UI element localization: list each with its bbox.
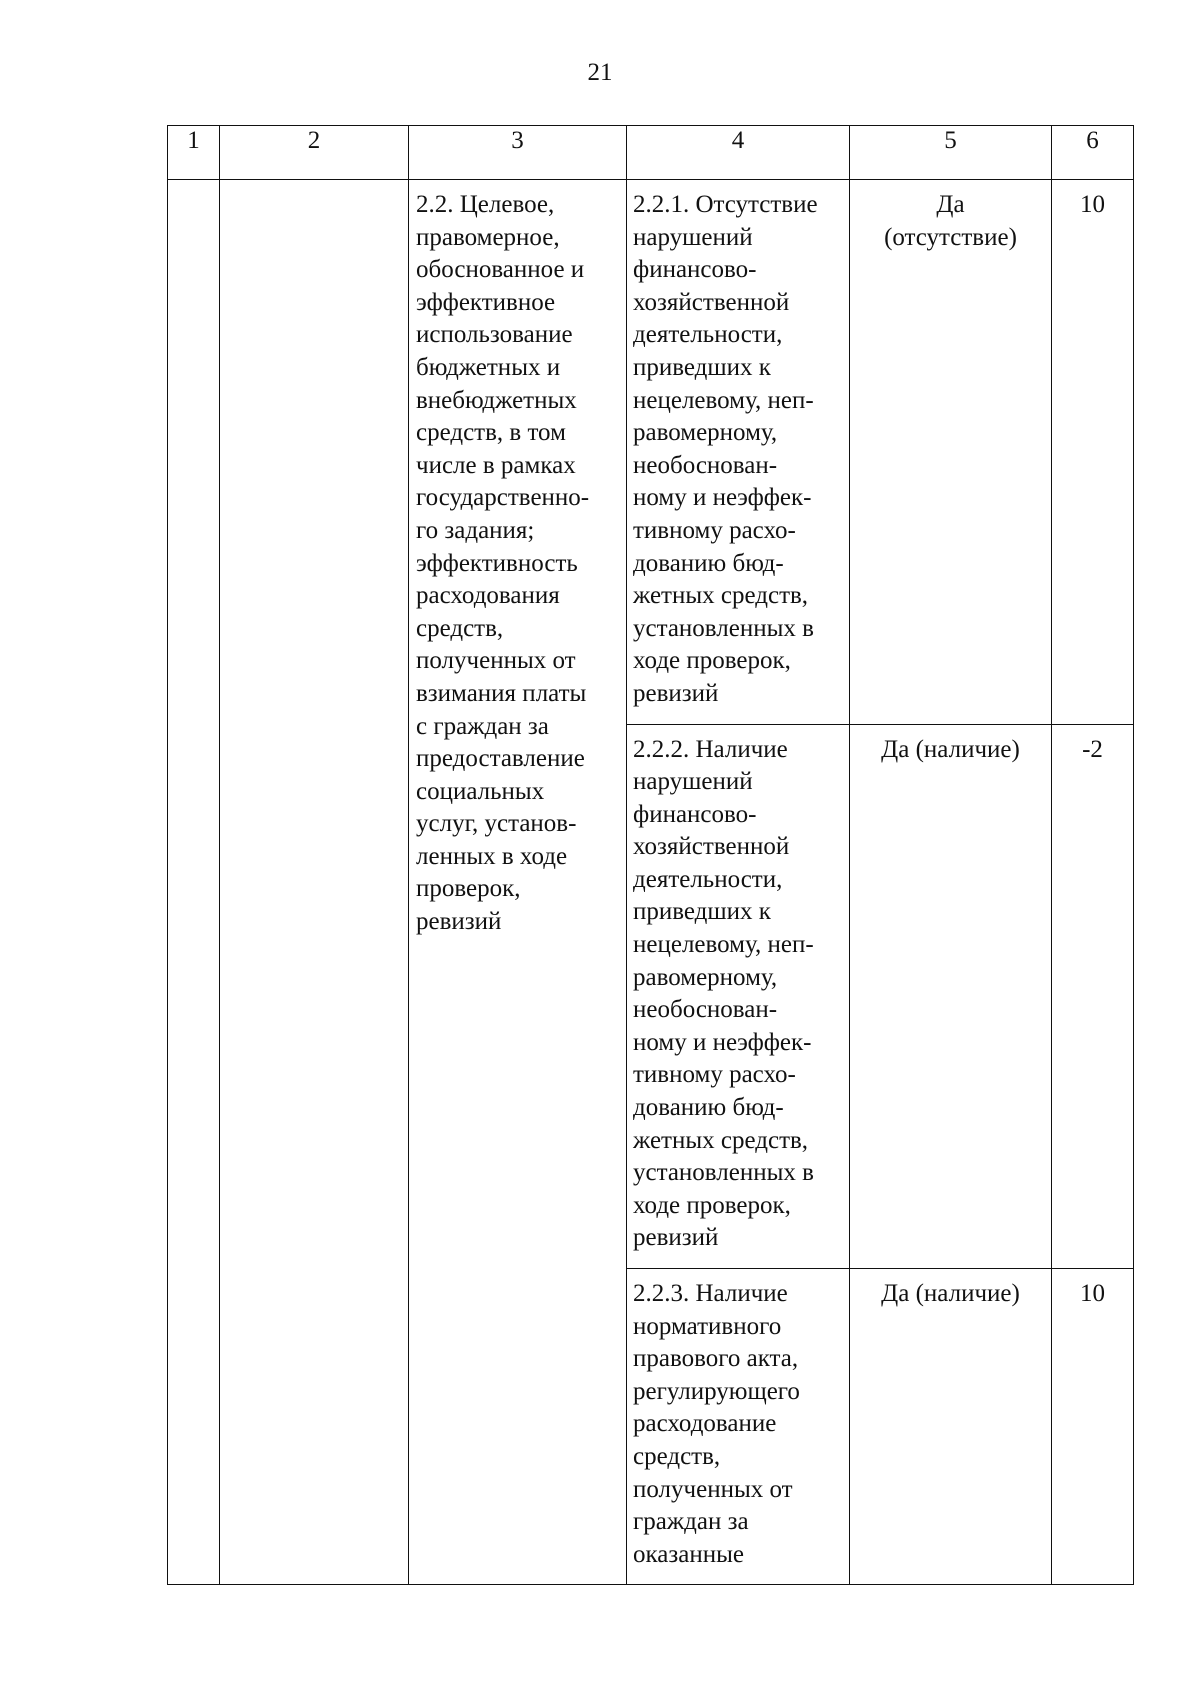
value-cell (850, 180, 1052, 725)
criteria-table (167, 125, 1134, 1585)
value-text: Да (отсутствие) (884, 191, 1017, 251)
score-text: 10 (1080, 191, 1105, 218)
criterion-cell (627, 1269, 850, 1585)
column-header-1: 1 (168, 126, 220, 180)
value-text: Да (наличие) (881, 1280, 1020, 1307)
score-cell (1052, 724, 1134, 1269)
column-header-5: 5 (850, 126, 1052, 180)
criterion-cell (627, 180, 850, 725)
column-header-4: 4 (627, 126, 850, 180)
table-row (168, 180, 1134, 725)
score-cell (1052, 1269, 1134, 1585)
criterion-text: 2.2.3. Наличие нормативного правового акта, регулирующего расходование средств, полученных от граждан за оказанные (633, 1280, 800, 1568)
page-number: 21 (587, 59, 613, 86)
indicator-cell (409, 180, 627, 1585)
group-cell-col2 (220, 180, 409, 1585)
table-header-row (168, 126, 1134, 180)
column-header-6: 6 (1052, 126, 1134, 180)
criterion-text: 2.2.1. Отсутствие нарушений финансово- хозяйственной деятельности, приведших к нецелевому, неп- равомерному, необоснован- ному и неэффек- тивному расхо- дованию бюд- жетных средств, установленных в ходе проверок, ревизий (633, 191, 818, 707)
value-cell (850, 724, 1052, 1269)
score-text: 10 (1080, 1280, 1105, 1307)
indicator-text: 2.2. Целевое, правомерное, обоснованное и эффективное использование бюджетных и внебюджетных средств, в том числе в рамках государственно- го задания; эффективность расходования средств, полученных от взимания платы с граждан за предоставление социальных услуг, установ- ленных в ходе проверок, ревизий (416, 191, 590, 936)
value-text: Да (наличие) (881, 735, 1020, 763)
score-text: -2 (1082, 735, 1103, 763)
criterion-cell (627, 724, 850, 1269)
group-cell-col1 (168, 180, 220, 1585)
score-cell (1052, 180, 1134, 725)
criterion-text: 2.2.2. Наличие нарушений финансово- хозяйственной деятельности, приведших к нецелевому, неп- равомерному, необоснован- ному и неэффек- тивному расхо- дованию бюд- жетных средств, установленных в ходе проверок, ревизий (633, 735, 814, 1252)
value-cell (850, 1269, 1052, 1585)
column-header-3: 3 (409, 126, 627, 180)
column-header-2: 2 (220, 126, 409, 180)
